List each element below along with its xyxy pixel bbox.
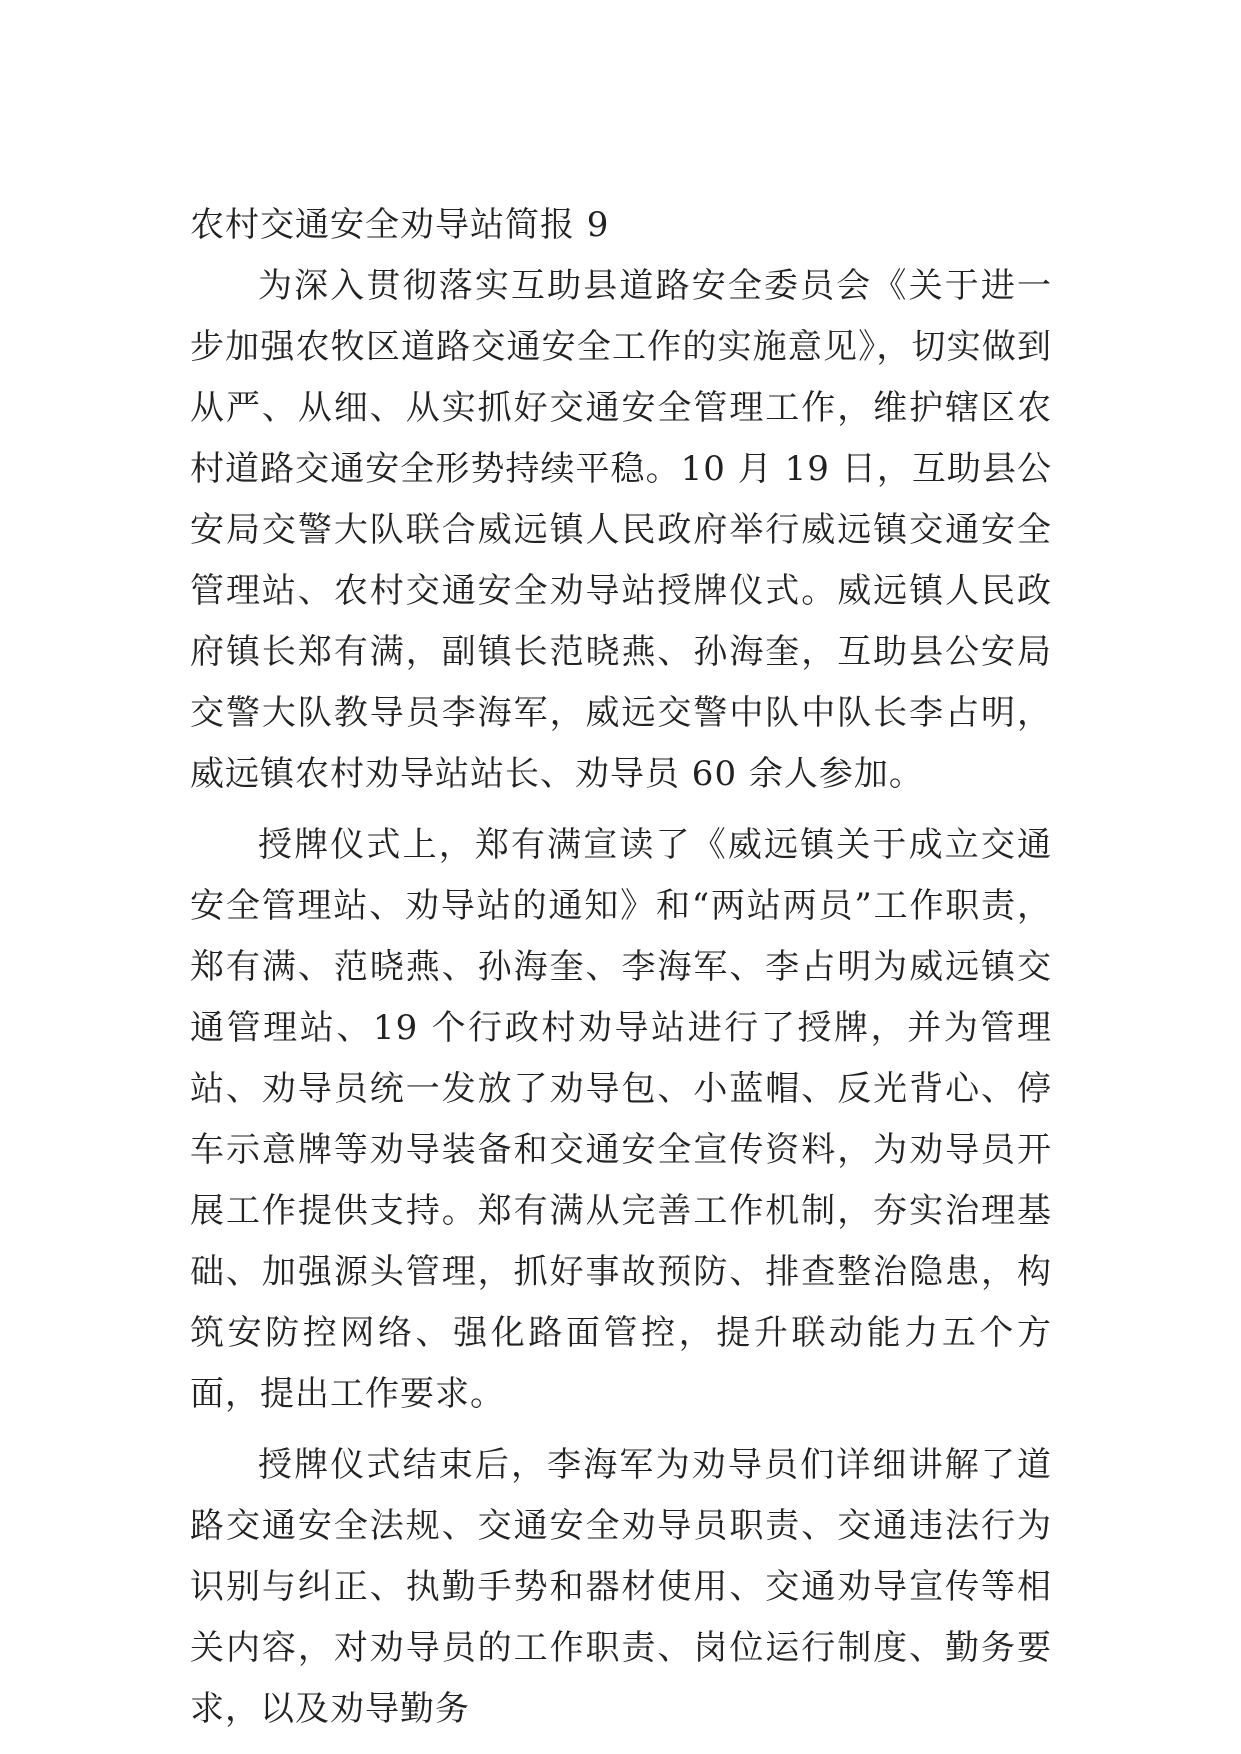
document-body (190, 195, 1052, 1740)
paragraph-2: 授牌仪式上，郑有满宣读了《威远镇关于成立交通安全管理站、劝导站的通知》和“两站两员”工作职责，郑有满、范晓燕、孙海奎、李海军、李占明为威远镇交通管理站、19 个行政村劝导站进行了授牌，并为管理站、劝导员统一发放了劝导包、小蓝帽、反光背心、停车示意牌等劝导装备和交通安全宣传资料，为劝导员开展工作提供支持。郑有满从完善工作机制，夯实治理基础、加强源头管理，抓好事故预防、排查整治隐患，构筑安防控网络、强化路面管控，提升联动能力五个方面，提出工作要求。 (190, 825, 1052, 1414)
paragraph-3: 授牌仪式结束后，李海军为劝导员们详细讲解了道路交通安全法规、交通安全劝导员职责、交通违法行为识别与纠正、执勤手势和器材使用、交通劝导宣传等相关内容，对劝导员的工作职责、岗位运行制度、勤务要求，以及劝导勤务 (190, 1445, 1052, 1729)
paragraph-1: 为深入贯彻落实互助县道路安全委员会《关于进一步加强农牧区道路交通安全工作的实施意见》，切实做到从严、从细、从实抓好交通安全管理工作，维护辖区农村道路交通安全形势持续平稳。10 月 19 日，互助县公安局交警大队联合威远镇人民政府举行威远镇交通安全管理站、农村交通安全劝导站授牌仪式。威远镇人民政府镇长郑有满，副镇长范晓燕、孙海奎，互助县公安局交警大队教导员李海军，威远交警中队中队长李占明，威远镇农村劝导站站长、劝导员 60 余人参加。 (190, 266, 1052, 794)
document-title: 农村交通安全劝导站简报 9 (190, 205, 610, 245)
